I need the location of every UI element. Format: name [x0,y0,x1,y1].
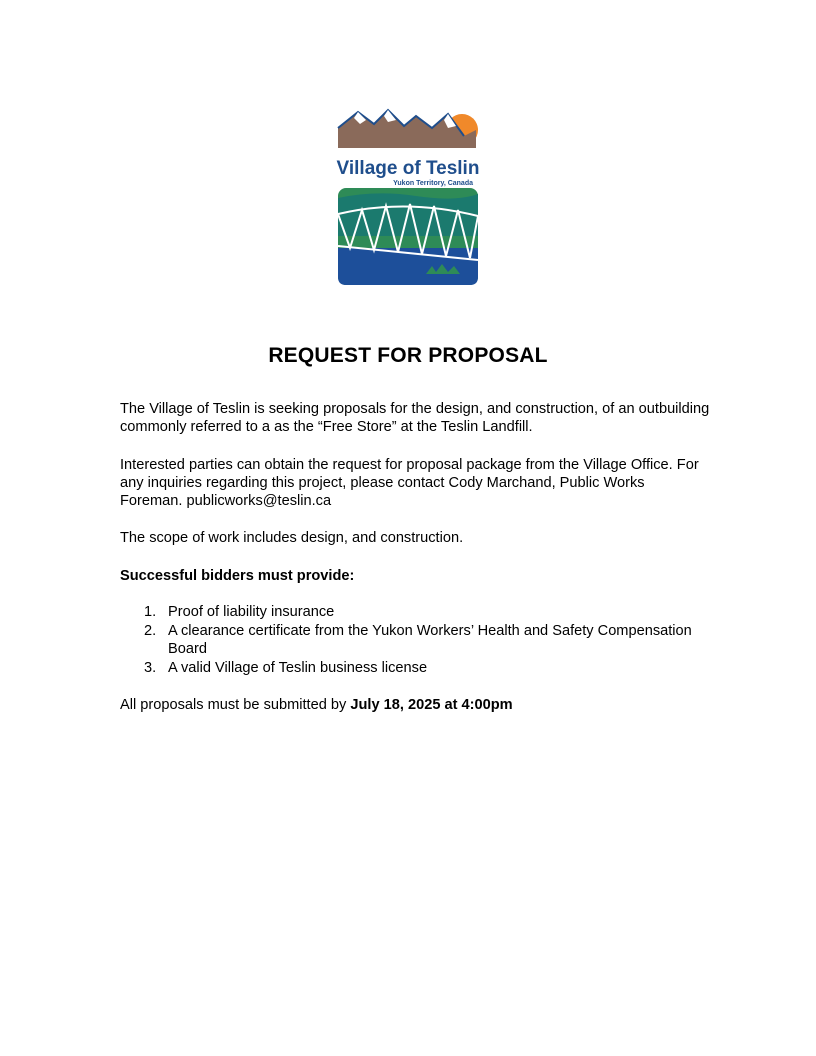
deadline-date: July 18, 2025 at 4:00pm [350,697,513,713]
list-item-number: 3. [144,660,157,676]
list-item-text: Proof of liability insurance [168,604,335,620]
list-item [120,622,710,658]
deadline-prefix: All proposals must be submitted by [120,697,351,713]
contact-paragraph: Interested parties can obtain the request for proposal package from the Village Office. For any inquiries regarding this project, please contact Cody Marchand, Public Works Foreman. publicworks@teslin.ca [120,457,699,509]
intro-paragraph: The Village of Teslin is seeking proposals for the design, and construction, of an outbuilding commonly referred to a as the “Free Store” at the Teslin Landfill. [120,401,710,435]
village-of-teslin-logo [336,106,480,287]
logo-graphic [336,106,480,287]
deadline-paragraph [120,696,710,714]
list-item [120,603,710,621]
list-item [120,659,710,677]
logo-title: Village of Teslin [336,158,480,179]
page-title: REQUEST FOR PROPOSAL [268,344,548,367]
list-item-number: 2. [144,623,157,639]
list-item-text: A valid Village of Teslin business license [168,660,428,676]
requirements-list [120,603,710,678]
scope-paragraph: The scope of work includes design, and construction. [120,530,464,546]
list-item-number: 1. [144,604,157,620]
logo-subtitle: Yukon Territory, Canada [393,180,473,187]
requirements-heading: Successful bidders must provide: [120,568,355,584]
list-item-text: A clearance certificate from the Yukon Workers’ Health and Safety Compensation Board [168,623,692,657]
